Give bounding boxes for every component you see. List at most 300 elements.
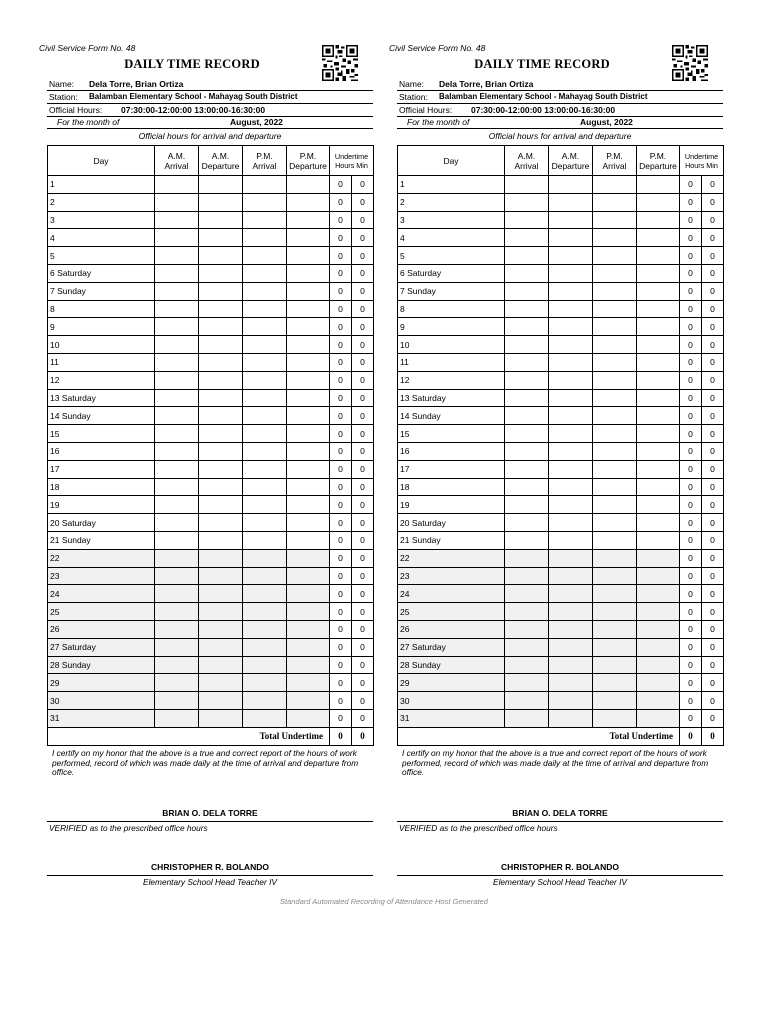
day-cell: 24 — [48, 585, 155, 603]
day-cell: 22 — [398, 549, 505, 567]
undertime-min-cell: 0 — [352, 193, 374, 211]
table-row — [48, 442, 374, 460]
pm-arrival-cell — [243, 603, 287, 621]
undertime-hours-cell: 0 — [680, 282, 702, 300]
undertime-hours-cell: 0 — [330, 709, 352, 727]
am-departure-cell — [199, 193, 243, 211]
undertime-min-cell: 0 — [702, 425, 724, 443]
undertime-hours-cell: 0 — [680, 318, 702, 336]
pm-arrival-cell — [593, 318, 637, 336]
am-departure-cell — [549, 692, 593, 710]
form-number: Civil Service Form No. 48 — [389, 43, 486, 53]
undertime-min-cell: 0 — [702, 211, 724, 229]
pm-departure-cell — [287, 318, 330, 336]
undertime-min-cell: 0 — [352, 229, 374, 247]
undertime-min-cell: 0 — [352, 300, 374, 318]
undertime-label: Undertime — [334, 151, 369, 161]
month-label: For the month of — [57, 117, 120, 127]
day-cell: 23 — [398, 567, 505, 585]
am-departure-cell — [199, 656, 243, 674]
table-row — [398, 264, 724, 282]
day-header-label: Day — [443, 155, 459, 166]
undertime-min-cell: 0 — [702, 620, 724, 638]
am-arrival-cell — [505, 567, 549, 585]
am-departure-cell — [199, 264, 243, 282]
table-row — [48, 371, 374, 389]
station-field: Balamban Elementary School - Mahayag South District — [439, 92, 648, 101]
am-departure-cell — [549, 353, 593, 371]
pm-departure-cell — [287, 336, 330, 354]
am-departure-cell — [549, 336, 593, 354]
undertime-hours-cell: 0 — [680, 656, 702, 674]
day-cell: 5 — [48, 247, 155, 265]
verified-text: VERIFIED as to the prescribed office hours — [49, 823, 208, 833]
undertime-min-cell: 0 — [352, 514, 374, 532]
day-cell: 25 — [398, 603, 505, 621]
am-departure-cell — [199, 211, 243, 229]
pm-arrival-cell — [243, 229, 287, 247]
pm-departure-cell — [637, 176, 680, 194]
am-departure-cell — [199, 603, 243, 621]
am-departure-cell — [199, 407, 243, 425]
undertime-min-cell: 0 — [702, 531, 724, 549]
day-cell: 25 — [48, 603, 155, 621]
am-departure-cell — [549, 318, 593, 336]
day-cell: 14 Sunday — [398, 407, 505, 425]
pm-arrival-cell — [243, 656, 287, 674]
am-arrival-cell — [155, 318, 199, 336]
pm-departure-cell — [287, 442, 330, 460]
am-departure-cell — [199, 692, 243, 710]
am-departure-cell — [549, 407, 593, 425]
pm-departure-cell — [287, 264, 330, 282]
day-column-header — [48, 146, 155, 176]
undertime-hours-cell: 0 — [330, 336, 352, 354]
am-departure-cell — [549, 531, 593, 549]
day-cell: 12 — [398, 371, 505, 389]
undertime-hours-cell: 0 — [680, 638, 702, 656]
pm-arrival-cell — [243, 620, 287, 638]
am-departure-cell — [549, 496, 593, 514]
table-row — [48, 531, 374, 549]
undertime-min-cell: 0 — [352, 603, 374, 621]
pm-arrival-cell — [593, 176, 637, 194]
am-arrival-cell — [155, 603, 199, 621]
am-departure-header — [199, 146, 243, 176]
day-cell: 6 Saturday — [48, 264, 155, 282]
pm-departure-cell — [637, 656, 680, 674]
table-row — [48, 496, 374, 514]
undertime-min-cell: 0 — [702, 514, 724, 532]
am-departure-cell — [549, 247, 593, 265]
undertime-min-cell: 0 — [702, 692, 724, 710]
day-cell: 27 Saturday — [48, 638, 155, 656]
am-departure-cell — [199, 478, 243, 496]
day-cell: 28 Sunday — [398, 656, 505, 674]
am-arrival-cell — [505, 585, 549, 603]
am-departure-cell — [199, 567, 243, 585]
pm-departure-cell — [637, 496, 680, 514]
day-cell: 5 — [398, 247, 505, 265]
pm-departure-cell — [637, 460, 680, 478]
table-row — [48, 656, 374, 674]
pm-departure-cell — [287, 692, 330, 710]
pm-arrival-cell — [243, 674, 287, 692]
pm-departure-cell — [637, 514, 680, 532]
am-arrival-cell — [155, 247, 199, 265]
undertime-min-cell: 0 — [702, 709, 724, 727]
footer-note: Standard Automated Recording of Attendance Host Generated — [280, 897, 488, 906]
undertime-min-cell: 0 — [352, 442, 374, 460]
name-row — [397, 78, 723, 91]
day-cell: 27 Saturday — [398, 638, 505, 656]
pm-departure-cell — [287, 478, 330, 496]
day-cell: 29 — [398, 674, 505, 692]
table-row — [48, 247, 374, 265]
am-arrival-cell — [155, 674, 199, 692]
undertime-hours-cell: 0 — [330, 389, 352, 407]
day-cell: 13 Saturday — [398, 389, 505, 407]
table-row — [48, 478, 374, 496]
table-row — [48, 603, 374, 621]
am-arrival-cell — [155, 336, 199, 354]
total-undertime-row — [48, 727, 374, 745]
table-row — [398, 247, 724, 265]
station-label: Station: — [49, 92, 78, 102]
undertime-hours-cell: 0 — [330, 282, 352, 300]
table-row — [398, 282, 724, 300]
pm-arrival-cell — [593, 407, 637, 425]
pm-departure-cell — [287, 425, 330, 443]
am-arrival-cell — [505, 282, 549, 300]
pm-arrival-cell — [243, 709, 287, 727]
departure-label: Departure — [201, 160, 240, 171]
am-departure-cell — [549, 371, 593, 389]
pm-departure-cell — [287, 176, 330, 194]
am-departure-cell — [549, 300, 593, 318]
undertime-hours-cell: 0 — [680, 211, 702, 229]
undertime-hours-cell: 0 — [680, 460, 702, 478]
table-row — [398, 549, 724, 567]
am-departure-cell — [199, 442, 243, 460]
pm-arrival-cell — [243, 692, 287, 710]
day-cell: 9 — [398, 318, 505, 336]
am-arrival-cell — [505, 353, 549, 371]
undertime-min-cell: 0 — [702, 282, 724, 300]
undertime-min-cell: 0 — [352, 620, 374, 638]
undertime-hours-cell: 0 — [680, 336, 702, 354]
am-arrival-cell — [505, 336, 549, 354]
table-row — [48, 407, 374, 425]
total-undertime-min: 0 — [702, 727, 724, 745]
am-departure-cell — [549, 709, 593, 727]
table-header-row — [398, 146, 724, 176]
pm-arrival-cell — [243, 407, 287, 425]
pm-arrival-cell — [593, 336, 637, 354]
station-label: Station: — [399, 92, 428, 102]
pm-label: P.M. — [649, 150, 667, 161]
qr-code-icon — [672, 45, 708, 81]
table-row — [398, 336, 724, 354]
table-row — [48, 567, 374, 585]
day-cell: 17 — [48, 460, 155, 478]
table-row — [48, 229, 374, 247]
pm-arrival-cell — [593, 514, 637, 532]
pm-departure-header — [637, 146, 680, 176]
undertime-header — [680, 146, 724, 176]
table-row — [398, 229, 724, 247]
undertime-hours-cell: 0 — [330, 460, 352, 478]
pm-departure-cell — [287, 371, 330, 389]
name-label: Name: — [399, 79, 425, 89]
am-arrival-cell — [155, 442, 199, 460]
table-row — [398, 709, 724, 727]
certification-text: I certify on my honor that the above is a true and correct report of the hours of work performed, record of which was made daily at the time of arrival and departure from office. — [402, 748, 709, 777]
pm-departure-cell — [287, 193, 330, 211]
pm-departure-cell — [637, 336, 680, 354]
table-row — [398, 318, 724, 336]
time-record-table — [397, 145, 724, 746]
pm-label: P.M. — [606, 150, 623, 161]
pm-departure-cell — [637, 193, 680, 211]
table-row — [398, 567, 724, 585]
day-cell: 11 — [398, 353, 505, 371]
pm-arrival-cell — [243, 425, 287, 443]
pm-departure-cell — [637, 407, 680, 425]
undertime-min-cell: 0 — [352, 282, 374, 300]
am-departure-cell — [199, 282, 243, 300]
undertime-hours-cell: 0 — [330, 318, 352, 336]
pm-departure-cell — [637, 585, 680, 603]
undertime-hours-cell: 0 — [680, 353, 702, 371]
undertime-min-cell: 0 — [702, 176, 724, 194]
undertime-min-cell: 0 — [702, 407, 724, 425]
pm-arrival-cell — [243, 389, 287, 407]
day-cell: 24 — [398, 585, 505, 603]
undertime-hours-cell: 0 — [680, 620, 702, 638]
day-cell: 30 — [398, 692, 505, 710]
day-cell: 4 — [398, 229, 505, 247]
day-cell: 3 — [398, 211, 505, 229]
pm-departure-cell — [287, 211, 330, 229]
undertime-min-cell: 0 — [702, 247, 724, 265]
am-arrival-cell — [155, 514, 199, 532]
am-arrival-cell — [505, 300, 549, 318]
am-arrival-cell — [505, 229, 549, 247]
am-departure-cell — [549, 603, 593, 621]
month-label: For the month of — [407, 117, 470, 127]
am-departure-cell — [549, 264, 593, 282]
am-arrival-cell — [155, 300, 199, 318]
pm-arrival-cell — [243, 442, 287, 460]
undertime-min-cell: 0 — [702, 229, 724, 247]
am-arrival-cell — [505, 531, 549, 549]
table-row — [398, 478, 724, 496]
undertime-hours-cell: 0 — [680, 585, 702, 603]
am-arrival-cell — [505, 692, 549, 710]
undertime-min-cell: 0 — [352, 371, 374, 389]
table-row — [398, 300, 724, 318]
official-hours-note: Official hours for arrival and departure — [138, 131, 282, 141]
am-arrival-cell — [505, 620, 549, 638]
am-departure-cell — [199, 229, 243, 247]
day-cell: 23 — [48, 567, 155, 585]
am-departure-cell — [549, 282, 593, 300]
table-row — [398, 620, 724, 638]
undertime-min-cell: 0 — [702, 353, 724, 371]
pm-arrival-cell — [243, 478, 287, 496]
undertime-hours-label: Hours — [335, 160, 355, 170]
head-teacher-position: Elementary School Head Teacher IV — [493, 877, 627, 887]
am-departure-cell — [549, 389, 593, 407]
undertime-min-cell: 0 — [352, 176, 374, 194]
am-arrival-cell — [155, 425, 199, 443]
pm-departure-cell — [287, 656, 330, 674]
pm-arrival-cell — [243, 371, 287, 389]
month-row — [397, 116, 723, 129]
undertime-hours-cell: 0 — [680, 247, 702, 265]
pm-departure-cell — [637, 229, 680, 247]
pm-departure-cell — [637, 300, 680, 318]
pm-arrival-cell — [593, 193, 637, 211]
pm-arrival-cell — [243, 318, 287, 336]
pm-arrival-cell — [593, 247, 637, 265]
pm-departure-cell — [287, 282, 330, 300]
head-teacher-position: Elementary School Head Teacher IV — [143, 877, 277, 887]
undertime-min-cell: 0 — [702, 603, 724, 621]
pm-departure-cell — [287, 549, 330, 567]
pm-arrival-cell — [243, 211, 287, 229]
am-arrival-cell — [505, 318, 549, 336]
pm-arrival-cell — [243, 193, 287, 211]
am-arrival-cell — [155, 620, 199, 638]
am-arrival-cell — [155, 353, 199, 371]
day-cell: 1 — [398, 176, 505, 194]
am-departure-cell — [199, 638, 243, 656]
am-departure-cell — [199, 300, 243, 318]
am-arrival-cell — [505, 656, 549, 674]
pm-departure-cell — [637, 389, 680, 407]
day-cell: 28 Sunday — [48, 656, 155, 674]
pm-departure-cell — [637, 353, 680, 371]
day-cell: 31 — [398, 709, 505, 727]
pm-arrival-cell — [593, 549, 637, 567]
pm-departure-cell — [637, 442, 680, 460]
am-label: A.M. — [561, 150, 580, 161]
am-departure-cell — [549, 211, 593, 229]
arrival-label: Arrival — [252, 160, 277, 171]
am-departure-cell — [549, 478, 593, 496]
pm-departure-cell — [637, 603, 680, 621]
am-arrival-cell — [155, 709, 199, 727]
undertime-min-cell: 0 — [702, 389, 724, 407]
undertime-min-cell: 0 — [702, 460, 724, 478]
undertime-hours-cell: 0 — [330, 585, 352, 603]
table-row — [398, 585, 724, 603]
am-arrival-cell — [155, 282, 199, 300]
day-cell: 18 — [398, 478, 505, 496]
form-title: DAILY TIME RECORD — [124, 57, 260, 71]
undertime-hours-cell: 0 — [330, 674, 352, 692]
am-departure-cell — [199, 336, 243, 354]
pm-departure-cell — [287, 496, 330, 514]
head-teacher-name: CHRISTOPHER R. BOLANDO — [397, 862, 723, 876]
am-arrival-cell — [505, 247, 549, 265]
am-arrival-cell — [155, 638, 199, 656]
day-cell: 31 — [48, 709, 155, 727]
undertime-hours-cell: 0 — [330, 229, 352, 247]
pm-arrival-cell — [593, 264, 637, 282]
pm-departure-cell — [287, 353, 330, 371]
undertime-min-cell: 0 — [702, 193, 724, 211]
table-row — [398, 603, 724, 621]
am-departure-cell — [549, 549, 593, 567]
pm-departure-cell — [287, 247, 330, 265]
table-row — [48, 300, 374, 318]
undertime-hours-cell: 0 — [680, 549, 702, 567]
day-cell: 15 — [48, 425, 155, 443]
undertime-hours-cell: 0 — [330, 496, 352, 514]
am-arrival-cell — [505, 211, 549, 229]
pm-arrival-cell — [593, 425, 637, 443]
am-departure-cell — [199, 247, 243, 265]
employee-name-field: Dela Torre, Brian Ortiza — [439, 79, 534, 89]
am-label: A.M. — [211, 150, 230, 161]
am-arrival-cell — [505, 496, 549, 514]
day-cell: 21 Sunday — [48, 531, 155, 549]
day-cell: 20 Saturday — [398, 514, 505, 532]
day-rows — [48, 176, 374, 728]
pm-arrival-cell — [593, 211, 637, 229]
table-row — [398, 211, 724, 229]
am-arrival-cell — [155, 656, 199, 674]
am-arrival-cell — [155, 371, 199, 389]
undertime-hours-cell: 0 — [680, 603, 702, 621]
undertime-hours-cell: 0 — [330, 264, 352, 282]
form-number: Civil Service Form No. 48 — [39, 43, 136, 53]
undertime-min-cell: 0 — [352, 709, 374, 727]
am-departure-cell — [549, 620, 593, 638]
station-row — [397, 91, 723, 104]
total-undertime-hours: 0 — [330, 727, 352, 745]
undertime-hours-cell: 0 — [330, 407, 352, 425]
undertime-min-cell: 0 — [702, 442, 724, 460]
pm-departure-cell — [287, 638, 330, 656]
table-row — [48, 353, 374, 371]
pm-arrival-cell — [243, 514, 287, 532]
pm-departure-cell — [637, 425, 680, 443]
am-label: A.M. — [167, 150, 186, 161]
undertime-min-cell: 0 — [702, 371, 724, 389]
table-row — [48, 282, 374, 300]
day-cell: 8 — [398, 300, 505, 318]
am-arrival-cell — [505, 549, 549, 567]
undertime-hours-cell: 0 — [330, 353, 352, 371]
departure-label: Departure — [639, 160, 677, 171]
undertime-min-cell: 0 — [352, 656, 374, 674]
table-row — [48, 460, 374, 478]
am-departure-cell — [549, 425, 593, 443]
am-arrival-cell — [505, 478, 549, 496]
table-row — [398, 514, 724, 532]
am-arrival-cell — [155, 229, 199, 247]
am-label: A.M. — [517, 150, 536, 161]
day-cell: 18 — [48, 478, 155, 496]
pm-arrival-cell — [243, 300, 287, 318]
undertime-min-cell: 0 — [352, 353, 374, 371]
am-departure-cell — [549, 514, 593, 532]
undertime-min-cell: 0 — [352, 247, 374, 265]
